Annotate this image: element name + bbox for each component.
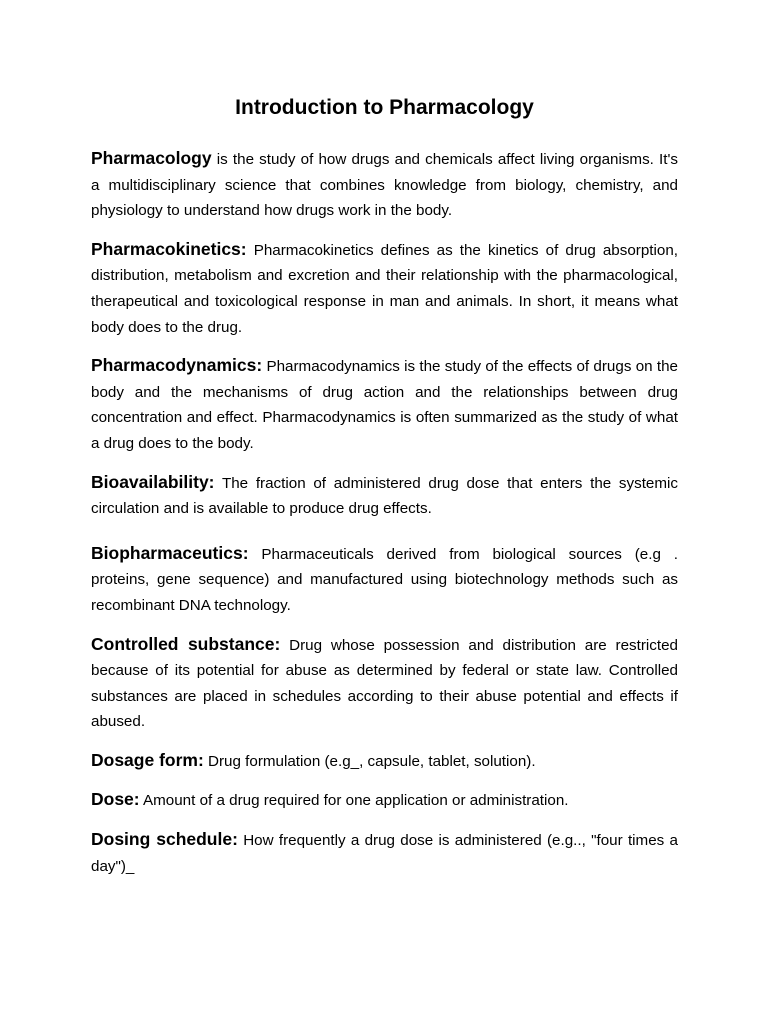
definition-pharmacology: is the study of how drugs and chemicals affect living organisms. It's a multidisciplinary science that combines knowledge from biology, chemistry, and physiology to understand how drugs work in the body. bbox=[91, 151, 678, 220]
entry-pharmacodynamics bbox=[91, 353, 678, 456]
entry-dose bbox=[91, 787, 678, 814]
term-dosing-schedule: Dosing schedule: bbox=[91, 829, 238, 850]
entry-dosage-form bbox=[91, 748, 678, 775]
term-pharmacodynamics: Pharmacodynamics: bbox=[91, 355, 263, 376]
term-bioavailability: Bioavailability: bbox=[91, 471, 215, 492]
definition-dosage-form: Drug formulation (e.g_, capsule, tablet, solution). bbox=[203, 752, 536, 770]
entry-pharmacokinetics bbox=[91, 237, 678, 340]
definition-dose: Amount of a drug required for one application or administration. bbox=[139, 792, 569, 810]
definition-pharmacokinetics: Pharmacokinetics defines as the kinetics of drug absorption, distribution, metabolism and excretion and their relationship with the pharmacological, therapeutical and toxicological response in man and animals. In short, it means what body does to the drug. bbox=[91, 241, 678, 336]
definition-controlled-substance: Drug whose possession and distribution are restricted because of its potential for abuse as determined by federal or state law. Controlled substances are placed in schedules according to their abuse potential and effects if abused. bbox=[91, 636, 679, 731]
entry-controlled-substance bbox=[91, 632, 678, 735]
term-pharmacology: Pharmacology bbox=[91, 148, 212, 168]
definition-pharmacodynamics: Pharmacodynamics is the study of the effects of drugs on the body and the mechanisms of drug action and the relationships between drug concentration and effect. Pharmacodynamics is often summarized as the study of what a drug does to the body. bbox=[91, 358, 678, 452]
definition-biopharmaceutics: Pharmaceuticals derived from biological sources (e.g . proteins, gene sequence) and manufactured using biotechnology methods such as recombinant DNA technology. bbox=[91, 545, 678, 614]
definition-dosing-schedule: How frequently a drug dose is administered (e.g.., "four times a day")_ bbox=[91, 832, 678, 875]
term-controlled-substance: Controlled substance: bbox=[91, 633, 281, 654]
term-dose: Dose: bbox=[91, 789, 140, 810]
term-dosage-form: Dosage form: bbox=[91, 749, 204, 770]
term-biopharmaceutics: Biopharmaceutics: bbox=[91, 542, 249, 563]
entry-biopharmaceutics bbox=[91, 541, 678, 619]
page-title: Introduction to Pharmacology bbox=[235, 96, 534, 119]
entry-bioavailability bbox=[91, 470, 678, 522]
entry-dosing-schedule bbox=[91, 827, 678, 879]
definition-bioavailability: The fraction of administered drug dose that enters the systemic circulation and is available to produce drug effects. bbox=[91, 474, 678, 518]
entry-pharmacology bbox=[91, 146, 678, 224]
term-pharmacokinetics: Pharmacokinetics: bbox=[91, 238, 247, 259]
